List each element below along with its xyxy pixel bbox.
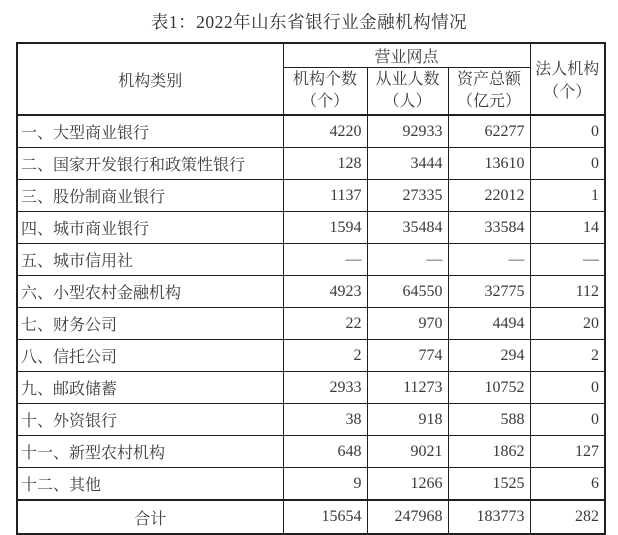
- cell-total-assets: 10752: [448, 372, 530, 404]
- total-legal-entities: 282: [530, 500, 605, 534]
- cell-staff-count: 64550: [367, 276, 448, 308]
- table-row: [17, 404, 605, 436]
- cell-outlet-count: 2933: [283, 372, 367, 404]
- row-label: 十、外资银行: [17, 404, 283, 436]
- row-label: 二、国家开发银行和政策性银行: [17, 148, 283, 180]
- header-line: 机构个数: [292, 71, 357, 88]
- row-label: 三、股份制商业银行: [17, 180, 283, 212]
- cell-total-assets: 13610: [448, 148, 530, 180]
- header-line: （亿元）: [456, 93, 521, 110]
- table-row: [17, 244, 605, 276]
- cell-legal-entities: —: [530, 244, 605, 276]
- total-row: [17, 500, 605, 534]
- cell-legal-entities: 2: [530, 340, 605, 372]
- header-line: 资产总额: [456, 71, 521, 88]
- table-row: [17, 340, 605, 372]
- cell-total-assets: 22012: [448, 180, 530, 212]
- header-staff-count: [367, 68, 448, 116]
- cell-total-assets: 62277: [448, 115, 530, 148]
- table-row: [17, 276, 605, 308]
- cell-staff-count: 970: [367, 308, 448, 340]
- table-row: [17, 308, 605, 340]
- cell-outlet-count: 648: [283, 436, 367, 468]
- total-staff-count: 247968: [367, 500, 448, 534]
- cell-legal-entities: 112: [530, 276, 605, 308]
- table-row: [17, 372, 605, 404]
- cell-staff-count: 1266: [367, 468, 448, 501]
- header-group-outlets: 营业网点: [283, 43, 530, 68]
- cell-legal-entities: 0: [530, 148, 605, 180]
- table-row: [17, 115, 605, 148]
- cell-outlet-count: 38: [283, 404, 367, 436]
- row-label: 四、城市商业银行: [17, 212, 283, 244]
- header-line: （人）: [383, 93, 432, 110]
- cell-outlet-count: 4220: [283, 115, 367, 148]
- cell-outlet-count: 9: [283, 468, 367, 501]
- cell-total-assets: 32775: [448, 276, 530, 308]
- cell-outlet-count: 1594: [283, 212, 367, 244]
- cell-legal-entities: 127: [530, 436, 605, 468]
- cell-total-assets: 1525: [448, 468, 530, 501]
- table-row: [17, 468, 605, 501]
- cell-staff-count: 9021: [367, 436, 448, 468]
- cell-staff-count: 3444: [367, 148, 448, 180]
- cell-legal-entities: 6: [530, 468, 605, 501]
- cell-outlet-count: 2: [283, 340, 367, 372]
- cell-staff-count: 35484: [367, 212, 448, 244]
- header-category: 机构类别: [17, 43, 283, 115]
- header-line: 法人机构: [535, 61, 600, 78]
- cell-total-assets: 33584: [448, 212, 530, 244]
- total-outlet-count: 15654: [283, 500, 367, 534]
- cell-legal-entities: 0: [530, 115, 605, 148]
- cell-staff-count: 774: [367, 340, 448, 372]
- header-line: 从业人数: [375, 71, 440, 88]
- cell-outlet-count: 128: [283, 148, 367, 180]
- cell-staff-count: 92933: [367, 115, 448, 148]
- cell-legal-entities: 14: [530, 212, 605, 244]
- header-line: （个）: [300, 93, 349, 110]
- cell-legal-entities: 20: [530, 308, 605, 340]
- row-label: 十一、新型农村机构: [17, 436, 283, 468]
- table-row: [17, 212, 605, 244]
- row-label: 十二、其他: [17, 468, 283, 501]
- table-row: [17, 148, 605, 180]
- total-assets: 183773: [448, 500, 530, 534]
- table-row: [17, 180, 605, 212]
- cell-staff-count: 918: [367, 404, 448, 436]
- cell-total-assets: —: [448, 244, 530, 276]
- cell-outlet-count: 4923: [283, 276, 367, 308]
- header-row-group: [17, 43, 605, 68]
- cell-legal-entities: 0: [530, 404, 605, 436]
- cell-staff-count: 11273: [367, 372, 448, 404]
- table-row: [17, 436, 605, 468]
- cell-outlet-count: —: [283, 244, 367, 276]
- row-label: 八、信托公司: [17, 340, 283, 372]
- cell-total-assets: 1862: [448, 436, 530, 468]
- total-label: 合计: [17, 500, 283, 534]
- page-title: 表1：2022年山东省银行业金融机构情况: [150, 12, 468, 32]
- row-label: 六、小型农村金融机构: [17, 276, 283, 308]
- cell-legal-entities: 1: [530, 180, 605, 212]
- row-label: 九、邮政储蓄: [17, 372, 283, 404]
- header-line: （个）: [543, 84, 592, 101]
- cell-staff-count: —: [367, 244, 448, 276]
- cell-outlet-count: 22: [283, 308, 367, 340]
- cell-outlet-count: 1137: [283, 180, 367, 212]
- cell-total-assets: 4494: [448, 308, 530, 340]
- header-legal-entities: [530, 43, 605, 115]
- cell-total-assets: 294: [448, 340, 530, 372]
- header-total-assets: [448, 68, 530, 116]
- header-outlet-count: [283, 68, 367, 116]
- row-label: 一、大型商业银行: [17, 115, 283, 148]
- cell-staff-count: 27335: [367, 180, 448, 212]
- cell-total-assets: 588: [448, 404, 530, 436]
- institutions-table: [16, 42, 606, 535]
- row-label: 五、城市信用社: [17, 244, 283, 276]
- cell-legal-entities: 0: [530, 372, 605, 404]
- row-label: 七、财务公司: [17, 308, 283, 340]
